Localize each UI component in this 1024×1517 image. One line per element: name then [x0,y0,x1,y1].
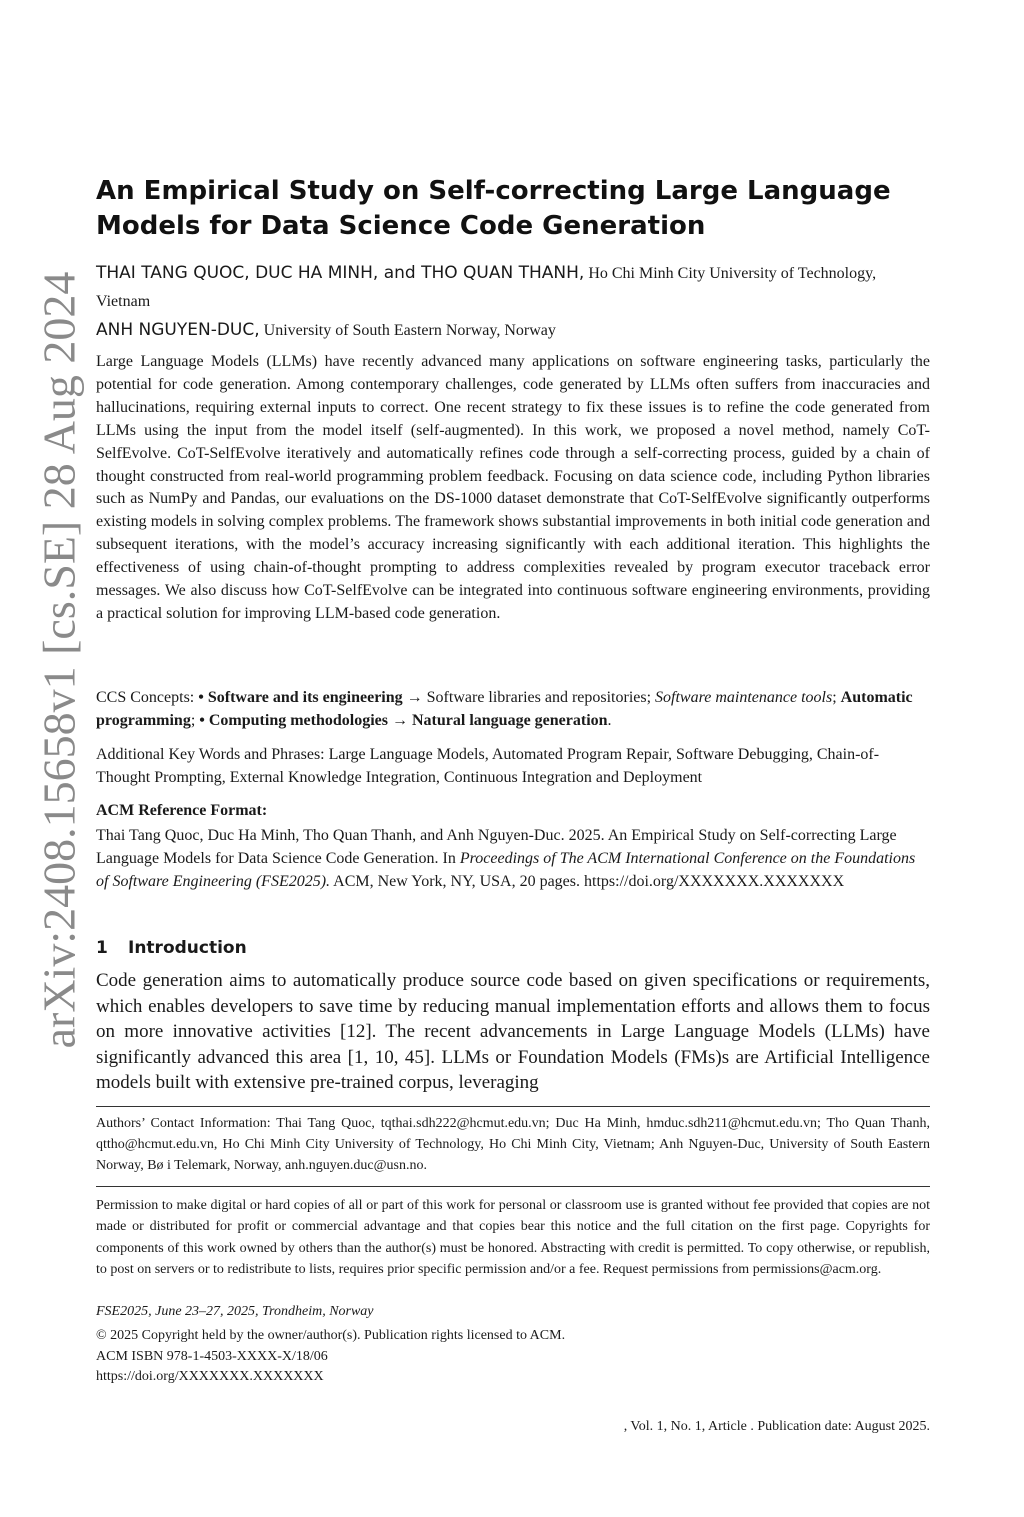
acm-reference-venue: Proceedings of The ACM International Conference on the Foundations of Software Engineering (FSE2025). [96,850,916,890]
footnote-divider [96,1106,930,1107]
page-footer: , Vol. 1, No. 1, Article . Publication date: August 2025. [623,1419,930,1434]
author-contact-info: Authors’ Contact Information: Thai Tang Quoc, tqthai.sdh222@hcmut.edu.vn; Duc Ha Minh, hmduc.sdh211@hcmut.edu.vn; Tho Quan Thanh, qttho@hcmut.edu.vn, Ho Chi Minh City University of Technology, Ho Chi Minh City, Vietnam; Anh Nguyen-Duc, University of South Eastern Norway, Bø i Telemark, Norway, anh.nguyen.duc@usn.no. [96,1116,930,1173]
ccs-label: CCS Concepts: [96,689,195,706]
ccs-concept-maintenance: Software maintenance tools [655,689,833,706]
author-affiliation-1: Ho Chi Minh City University of Technology, Vietnam [96,265,877,310]
author-affiliation-2: University of South Eastern Norway, Norway [263,322,556,339]
ccs-concepts [96,686,930,732]
acm-reference-heading: ACM Reference Format: [96,802,268,819]
ccs-concept-computing: • Computing methodologies [199,712,388,729]
conference-line: FSE2025, June 23–27, 2025, Trondheim, Norway [96,1304,374,1319]
author-group-1 [96,259,930,316]
ccs-concept-libraries: Software libraries and repositories; [426,689,656,706]
permission-notice: Permission to make digital or hard copies of all or part of this work for personal or classroom use is granted without fee provided that copies are not made or distributed for profit or commercial advantage and that copies bear this notice and the full citation on the first page. Copyrights for components of this work owned by others than the author(s) must be honored. Abstracting with credit is permitted. To copy otherwise, or republish, to post on servers or to redistribute to lists, requires prior specific permission and/or a fee. Request permissions from permissions@acm.org. [96,1198,930,1277]
keywords: Additional Key Words and Phrases: Large Language Models, Automated Program Repair, Software Debugging, Chain-of-Thought Prompting, External Knowledge Integration, Continuous Integration and Deployment [96,746,880,786]
doi-link[interactable]: https://doi.org/XXXXXXX.XXXXXXX [96,1369,324,1384]
acm-reference-citation: Thai Tang Quoc, Duc Ha Minh, Tho Quan Thanh, and Anh Nguyen-Duc. 2025. An Empirical Study on Self-correcting Large Language Models for Data Science Code Generation. In [96,827,897,867]
paper-title: An Empirical Study on Self-correcting Large Language Models for Data Science Code Generation [96,176,891,241]
ccs-concept-nlg: Natural language generation [412,712,608,729]
author-names-2: ANH NGUYEN-DUC, [96,320,260,340]
acm-reference-publisher: ACM, New York, NY, USA, 20 pages. https://doi.org/XXXXXXX.XXXXXXX [330,873,845,890]
author-block [96,259,930,345]
ccs-arrow-1: → [402,689,427,706]
ccs-arrow-2: → [388,712,412,729]
acm-reference-text [96,824,930,893]
ccs-end: . [607,712,612,729]
arxiv-identifier-stamp [25,271,93,1049]
ccs-concept-automatic-programming: Automatic programming [96,689,913,729]
ccs-separator-1: ; [832,689,841,706]
permission-divider [96,1186,930,1187]
section-heading-introduction [96,938,247,958]
author-group-2 [96,316,930,345]
introduction-paragraph: Code generation aims to automatically produce source code based on given specifications or requirements, which enables developers to save time by reducing manual implementation efforts and allows them to focus on more innovative activities [12]. The recent advancements in Large Language Models (LLMs) have significantly advanced this area [1, 10, 45]. LLMs or Foundation Models (FMs)s are Artificial Intelligence models built with extensive pre-trained corpus, leveraging [96,970,930,1094]
section-title-text: Introduction [128,938,247,958]
section-number: 1 [96,938,108,958]
abstract: Large Language Models (LLMs) have recently advanced many applications on software engineering tasks, particularly the potential for code generation. Among contemporary challenges, code generated by LLMs often suffers from inaccuracies and hallucinations, requiring external inputs to correct. One recent strategy to fix these issues is to refine the code generated from LLMs using the input from the model itself (self-augmented). In this work, we proposed a novel method, namely CoT-SelfEvolve. CoT-SelfEvolve iteratively and automatically refines code through a self-correcting process, guided by a chain of thought constructed from real-world programming problem feedback. Focusing on data science code, including Python libraries such as NumPy and Pandas, our evaluations on the DS-1000 dataset demonstrate that CoT-SelfEvolve significantly outperforms existing models in solving complex problems. The framework shows substantial improvements in both initial code generation and subsequent iterations, with the model’s accuracy increasing significantly with each additional iteration. This highlights the effectiveness of using chain-of-thought prompting to address complexities revealed by program executor traceback error messages. We also discuss how CoT-SelfEvolve can be integrated into continuous software engineering environments, providing a practical solution for improving LLM-based code generation. [96,353,930,622]
copyright-line: © 2025 Copyright held by the owner/author(s). Publication rights licensed to ACM. [96,1328,566,1343]
ccs-concept-software: • Software and its engineering [198,689,403,706]
arxiv-identifier-text: arXiv:2408.15658v1 [cs.SE] 28 Aug 2024 [33,271,85,1049]
author-names-1: THAI TANG QUOC, DUC HA MINH, and THO QUAN THANH, [96,263,585,283]
isbn-line: ACM ISBN 978-1-4503-XXXX-X/18/06 [96,1349,328,1364]
ccs-separator-2: ; [190,712,200,729]
